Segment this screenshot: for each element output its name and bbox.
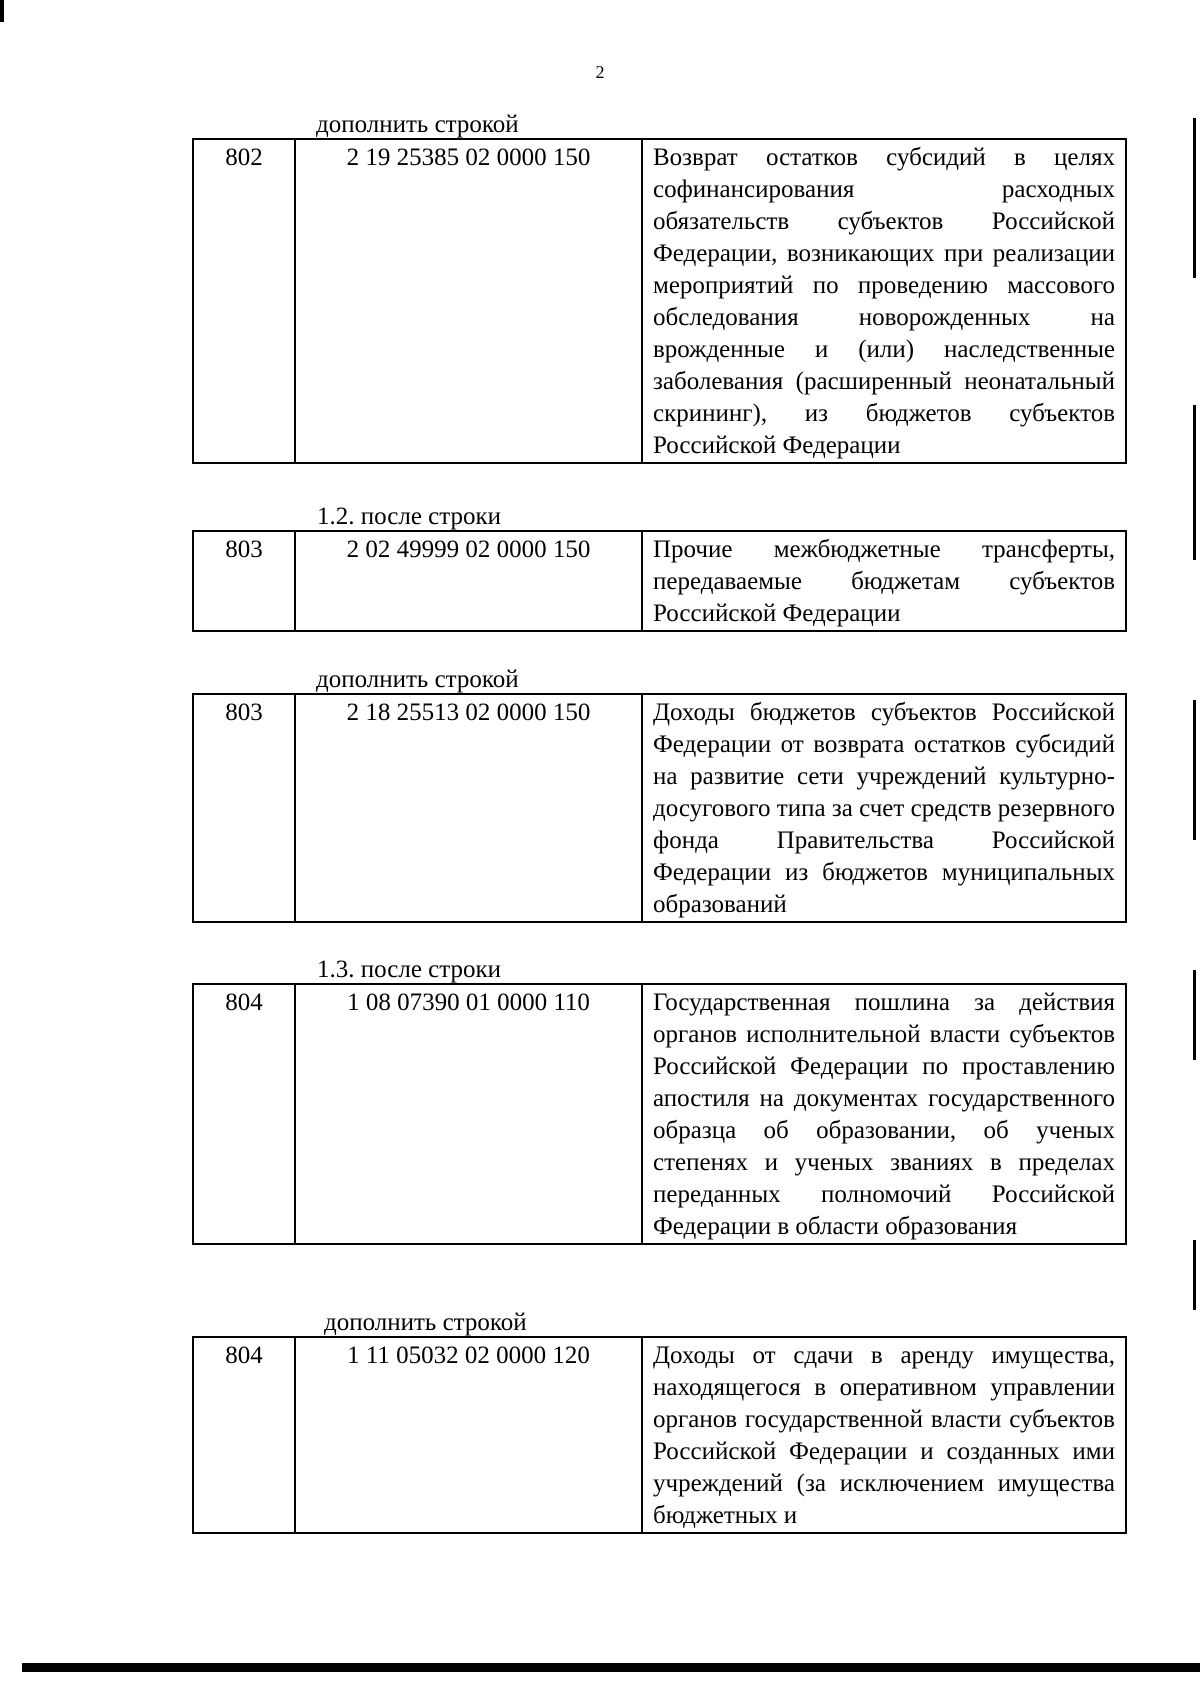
table-row <box>193 984 1126 1244</box>
description-cell: Доходы бюджетов субъектов Российской Федерации от возврата остатков субсидий на развитие сети учреждений культурно-досугового типа за счет средств резервного фонда Правительства Российской Федерации из бюджетов муниципальных образований <box>642 694 1126 922</box>
admin-code-cell: 803 <box>193 531 295 631</box>
scan-edge-mark <box>1193 1240 1196 1310</box>
table-row <box>193 694 1126 922</box>
admin-code-cell: 804 <box>193 1337 295 1533</box>
kbk-code-cell: 2 18 25513 02 0000 150 <box>295 694 642 922</box>
kbk-code-cell: 1 08 07390 01 0000 110 <box>295 984 642 1244</box>
section-caption: дополнить строкой <box>324 1309 527 1336</box>
scan-edge-mark <box>1193 405 1196 560</box>
kbk-code-cell: 1 11 05032 02 0000 120 <box>295 1337 642 1533</box>
admin-code-cell: 803 <box>193 694 295 922</box>
kbk-code-cell: 2 19 25385 02 0000 150 <box>295 139 642 463</box>
section-caption: 1.2. после строки <box>317 503 502 530</box>
scan-edge-mark <box>0 0 4 22</box>
amendment-section-3 <box>192 667 1127 923</box>
section-caption: 1.3. после строки <box>317 956 502 983</box>
amendment-section-5 <box>192 1310 1127 1534</box>
section-caption: дополнить строкой <box>316 666 519 693</box>
description-cell: Государственная пошлина за действия органов исполнительной власти субъектов Российской Федерации по проставлению апостиля на документах государственного образца об образовании, об ученых степенях и ученых званиях в пределах переданных полномочий Российской Федерации в области образования <box>642 984 1126 1244</box>
admin-code-cell: 804 <box>193 984 295 1244</box>
kbk-code-cell: 2 02 49999 02 0000 150 <box>295 531 642 631</box>
page-number: 2 <box>595 62 605 82</box>
table-row <box>193 531 1126 631</box>
amendment-section-4 <box>192 957 1127 1245</box>
amendment-table <box>192 983 1127 1245</box>
section-caption: дополнить строкой <box>316 111 519 138</box>
description-cell: Прочие межбюджетные трансферты, передаваемые бюджетам субъектов Российской Федерации <box>642 531 1126 631</box>
table-row <box>193 139 1126 463</box>
table-row <box>193 1337 1126 1533</box>
amendment-table <box>192 530 1127 632</box>
amendment-section-2 <box>192 504 1127 632</box>
admin-code-cell: 802 <box>193 139 295 463</box>
description-cell: Доходы от сдачи в аренду имущества, находящегося в оперативном управлении органов государственной власти субъектов Российской Федерации и созданных ими учреждений (за исключением имущества бюджетных и <box>642 1337 1126 1533</box>
scan-edge-mark <box>1193 700 1196 840</box>
bottom-rule <box>22 1663 1200 1672</box>
amendment-table <box>192 693 1127 923</box>
amendment-section-1 <box>192 112 1127 464</box>
description-cell: Возврат остатков субсидий в целях софинансирования расходных обязательств субъектов Российской Федерации, возникающих при реализации мероприятий по проведению массового обследования новорожденных на врожденные и (или) наследственные заболевания (расширенный неонатальный скрининг), из бюджетов субъектов Российской Федерации <box>642 139 1126 463</box>
scan-edge-mark <box>1193 970 1196 1060</box>
amendment-table <box>192 1336 1127 1534</box>
scan-edge-mark <box>1193 118 1196 278</box>
amendment-table <box>192 138 1127 464</box>
